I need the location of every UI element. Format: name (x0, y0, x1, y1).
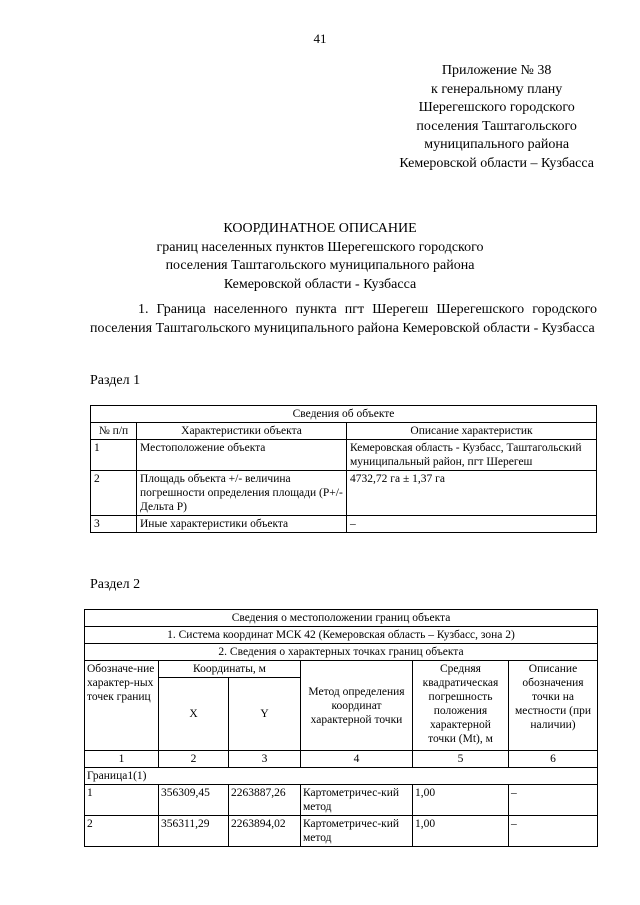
appendix-line: муниципального района (424, 137, 570, 152)
point-description: – (509, 816, 598, 847)
column-number-row (85, 751, 598, 768)
point-description: – (509, 785, 598, 816)
appendix-line: поселения Таштагольского (416, 118, 577, 134)
header-method: Метод определения координат характерной точки (301, 661, 413, 751)
points-caption: 2. Сведения о характерных точках границ объекта (85, 644, 598, 661)
section-1-paragraph: 1. Граница населенного пункта пгт Шерегеш Шерегешского городского поселения Таштагольского муниципального района Кемеровской области - Кузбасса (90, 302, 597, 336)
row-num: 1 (91, 440, 137, 471)
appendix-block (399, 62, 594, 173)
row-characteristic: Местоположение объекта (137, 440, 347, 471)
razdel-1-heading: Раздел 1 (90, 373, 141, 388)
col-number: 4 (301, 751, 413, 768)
title-line: границ населенных пунктов Шерегешского городского (156, 239, 484, 255)
point-y: 2263887,26 (229, 785, 301, 816)
col-number: 3 (229, 751, 301, 768)
point-error: 1,00 (413, 785, 509, 816)
point-y: 2263894,02 (229, 816, 301, 847)
point-id: 2 (85, 816, 159, 847)
col-number: 6 (509, 751, 598, 768)
point-x: 356311,29 (159, 816, 229, 847)
row-num: 3 (91, 516, 137, 533)
table2-caption: Сведения о местоположении границ объекта (85, 610, 598, 627)
title-line: Кемеровской области - Кузбасса (223, 276, 417, 292)
table1-header-num: № п/п (91, 423, 137, 440)
table-row (85, 816, 598, 847)
object-info-table (90, 405, 597, 533)
header-description: Описание обозначения точки на местности (при наличии) (509, 661, 598, 751)
point-error: 1,00 (413, 816, 509, 847)
header-coordinates: Координаты, м (159, 661, 301, 678)
point-id: 1 (85, 785, 159, 816)
table1-header-description: Описание характеристик (347, 423, 597, 440)
document-title (0, 220, 640, 294)
header-error: Средняя квадратическая погрешность положения характерной точки (Mt), м (413, 661, 509, 751)
appendix-line: Приложение № 38 (441, 63, 552, 78)
col-number: 1 (85, 751, 159, 768)
table1-caption: Сведения об объекте (91, 406, 597, 423)
boundary-coordinates-table (84, 609, 598, 847)
header-y: Y (229, 678, 301, 751)
table-row (85, 785, 598, 816)
row-characteristic: Иные характеристики объекта (137, 516, 347, 533)
row-characteristic: Площадь объекта +/- величина погрешности определения площади (Р+/- Дельта Р) (137, 471, 347, 516)
table-row (91, 440, 597, 471)
title-line: поселения Таштагольского муниципального района (165, 258, 475, 273)
appendix-line: к генеральному плану (431, 81, 563, 97)
table-row (91, 471, 597, 516)
point-x: 356309,45 (159, 785, 229, 816)
row-description: – (347, 516, 597, 533)
header-x: X (159, 678, 229, 751)
point-method: Картометричес-кий метод (301, 816, 413, 847)
table1-header-characteristic: Характеристики объекта (137, 423, 347, 440)
appendix-line: Кемеровской области – Кузбасса (399, 155, 594, 171)
boundary-group-label: Граница1(1) (85, 768, 598, 785)
header-designation: Обозначе-ние характер-ных точек границ (85, 661, 159, 751)
row-description: 4732,72 га ± 1,37 га (347, 471, 597, 516)
razdel-2-heading: Раздел 2 (90, 577, 141, 592)
coordinate-system: 1. Система координат МСК 42 (Кемеровская область – Кузбасс, зона 2) (85, 627, 598, 644)
row-description: Кемеровская область - Кузбасс, Таштагольский муниципальный район, пгт Шерегеш (347, 440, 597, 471)
row-num: 2 (91, 471, 137, 516)
point-method: Картометричес-кий метод (301, 785, 413, 816)
col-number: 2 (159, 751, 229, 768)
col-number: 5 (413, 751, 509, 768)
page-number: 41 (313, 31, 327, 46)
title-line: КООРДИНАТНОЕ ОПИСАНИЕ (223, 221, 417, 236)
appendix-line: Шерегешского городского (418, 100, 575, 115)
table-row (91, 516, 597, 533)
